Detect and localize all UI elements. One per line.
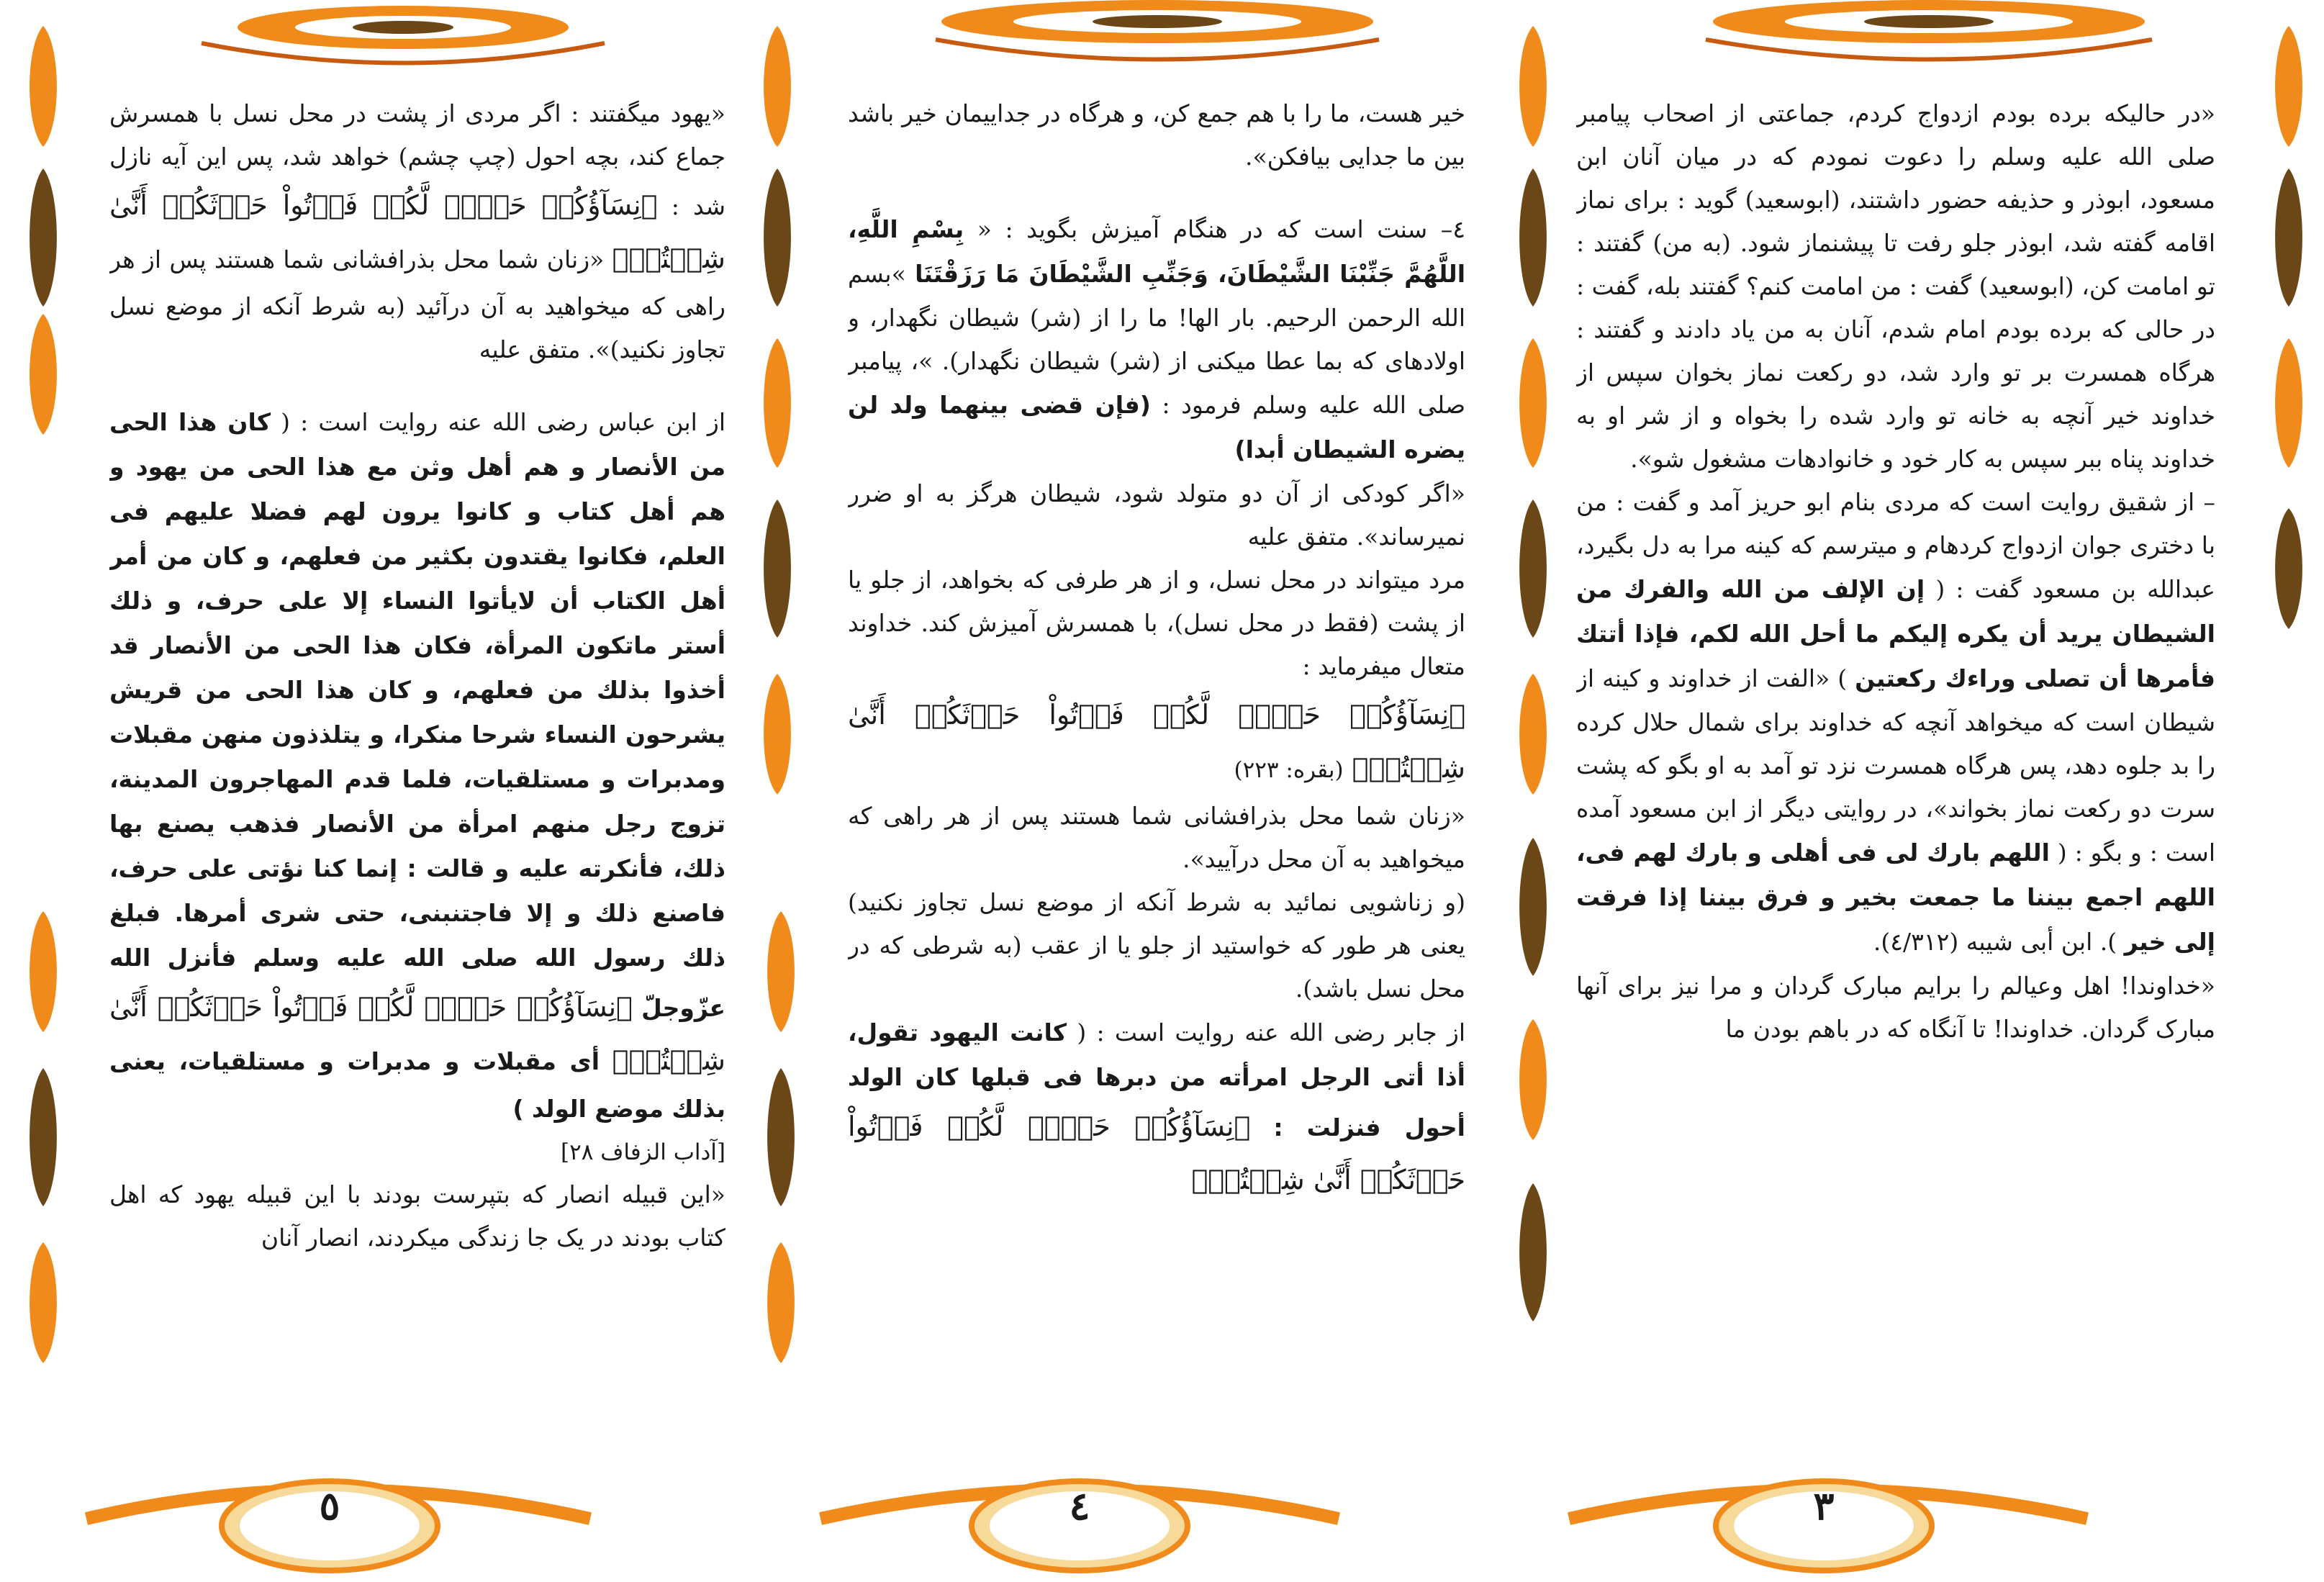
page-three [1576, 92, 2215, 1452]
quran-verse [848, 688, 1465, 795]
verse-text: ﴿نِسَآؤُكُمۡ حَرۡثٞ لَّكُمۡ فَأۡتُواْ حَرۡثَكُمۡ أَنَّىٰ شِئۡتُمۡ﴾ [109, 991, 725, 1076]
paragraph-narration: «در حالیکه برده بودم ازدواج کردم، جماعتی از اصحاب پیامبر صلی الله علیه وسلم را دعوت نمودم که در میان آنان ابن مسعود، ابوذر و حذیفه حضور داشتند، (ابوسعید) گوید : برای نماز اقامه گفته شد، ابوذر جلو رفت تا پیشنماز شود. (به من) گفتند : تو امامت کن، (ابوسعید) گفت : من امامت کنم؟ گفتند بله، گفت : در حالی که برده بودم امام شدم، آنان به من یاد دادند و گفتند : هرگاه همسرت بر تو وارد شد، دو رکعت نماز بخوان سپس از خداوند خیر آنچه به خانه تو وارد شده را بخواه و از شر او به خداوند پناه ببر سپس به کار خود و خانوادهات مشغول شو». [1576, 99, 2215, 473]
paragraph-explanation: (و زناشویی نمائید به شرط آنکه از موضع نسل تجاوز نکنید) یعنی هر طور که خواستید از جلو یا از عقب (به شرطی که در محل نسل باشد). [848, 888, 1465, 1003]
arabic-dua: بِسْمِ اللَّهِ، اللَّهُمَّ جَنِّبْنَا الشَّيْطَانَ، وَجَنِّبِ الشَّيْطَانَ مَا رَزَقْتَنَا [848, 215, 1465, 288]
vertical-ornament-strip-middle-left [764, 26, 791, 795]
paragraph-jabir [848, 1011, 1465, 1206]
paragraph-translation: «این قبیله انصار که بتپرست بودند با این قبیله یهود که اهل کتاب بودند در یک جا زندگی میکردند، انصار آنان [109, 1180, 725, 1252]
arabic-hadith-end: أى مقبلات و مدبرات و مستلقيات، يعنى بذلك موضع الولد ) [109, 1047, 725, 1123]
persian-text: ) «الفت از خداوند و کینه از شیطان است که میخواهد آنچه که خداوند برای شمال حلال کرده را بد جلوه دهد، پس هرگاه همسرت نزد تو آمد به او بگو که پشت سرت دو رکعت نماز بخواند»، در روایتی دیگر از ابن مسعود آمده است : و بگو : ( [1576, 664, 2215, 867]
top-ornament-middle-page [936, 0, 1379, 60]
verse-text: ﴿نِسَآؤُكُمۡ حَرۡثٞ لَّكُمۡ فَأۡتُواْ حَرۡثَكُمۡ أَنَّىٰ شِئۡتُمۡ﴾ [848, 699, 1465, 784]
persian-text: ٤– سنت است که در هنگام آمیزش بگوید : « [977, 215, 1465, 243]
top-ornament-left-page [202, 6, 605, 63]
paragraph-jews-said [109, 92, 725, 371]
persian-text: از جابر رضی الله عنه روایت است : ( [1077, 1018, 1465, 1047]
page-number: ٥ [319, 1483, 340, 1529]
page-number: ٣ [1813, 1483, 1835, 1529]
persian-text: »بسم الله الرحمن الرحیم. بار الها! ما را از (شر) شیطان نگهدار، و اولادهای که بما عطا میکنی از (شر) شیطان نگهدار). »، پیامبر صلی الله علیه وسلم فرمود : [848, 260, 1465, 419]
arabic-hadith: كانت اليهود تقول، أذا أتى الرجل امرأته من دبرها فى قبلها كان الولد أحول فنزلت : [848, 1018, 1465, 1142]
verse-text: ﴿نِسَآؤُكُمۡ حَرۡثٞ لَّكُمۡ فَأۡتُواْ حَرۡثَكُمۡ أَنَّىٰ شِئۡتُمۡ﴾ [848, 1111, 1465, 1195]
reference-text: ). ابن أبى شيبه (٤/٣١٢). [1873, 928, 2117, 956]
paragraph-dua-translation: «خداوندا! اهل وعیالم را برایم مبارک گردان و مرا نیز برای آنها مبارک گردان. خداوندا! تا آنگاه که در باهم بودن ما [1576, 972, 2215, 1043]
vertical-ornament-strip-left-edge [30, 26, 57, 435]
arabic-hadith: إن الإلف من الله والفرك من الشيطان يريد أن يكره إليكم ما أحل الله لكم، فإذا أتتك فأمرها أن تصلى وراءك ركعتين [1576, 575, 2215, 692]
vertical-ornament-strip-right-edge [2275, 26, 2302, 629]
paragraph-continuation: خیر هست، ما را با هم جمع کن، و هرگاه در جداییمان خیر باشد بین ما جدایی بیافکن». [848, 99, 1465, 171]
paragraph-translation: «اگر کودکی از آن دو متولد شود، شیطان هرگز به او ضرر نمیرساند». متفق علیه [848, 479, 1465, 551]
persian-text: «یهود میگفتند : اگر مردی از پشت در محل نسل با همسرش جماع کند، بچه احول (چپ چشم) خواهد شد، پس این آیه نازل شد : [109, 99, 725, 220]
verse-reference: (بقره: ٢٢٣) [1234, 757, 1344, 783]
top-ornament-right-page [1706, 0, 2152, 60]
paragraph-sunnah [848, 207, 1465, 472]
paragraph-ruling: مرد میتواند در محل نسل، و از هر طرفی که بخواهد، از جلو یا از پشت (فقط در محل نسل)، با همسرش آمیزش کند. خداوند متعال میفرماید : [848, 566, 1465, 680]
book-reference: [آداب الزفاف ٢٨] [561, 1139, 725, 1165]
persian-text: – از شقیق روایت است که مردی بنام ابو حریز آمد و گفت : من با دختری جوان ازدواج کردهام و میترسم که کینه مرا به دل بگیرد، عبدالله بن مسعود گفت : ( [1576, 488, 2215, 603]
paragraph-shaqiq-lead [1576, 481, 2215, 964]
page-four [848, 92, 1465, 1452]
paragraph-ibn-abbas [109, 400, 725, 1131]
arabic-hadith: (فإن قضى بينهما ولد لن يضره الشيطان أبدا) [848, 391, 1465, 464]
page-number: ٤ [1069, 1483, 1090, 1529]
paragraph-verse-translation: «زنان شما محل بذرافشانی شما هستند پس از هر راهی که میخواهید به آن محل درآیید». [848, 802, 1465, 873]
vertical-ornament-strip-middle-right [1519, 26, 1547, 1321]
arabic-dua: اللهم بارك لى فى أهلى و بارك لهم فى، اللهم اجمع بيننا ما جمعت بخير و فرق بيننا إذا فرقت إلى خير [1576, 839, 2215, 956]
verse-text: ﴿نِسَآؤُكُمۡ حَرۡثٞ لَّكُمۡ فَأۡتُواْ حَرۡثَكُمۡ أَنَّىٰ شِئۡتُمۡ﴾ [109, 189, 725, 274]
persian-text: از ابن عباس رضی الله عنه روایت است : ( [281, 408, 725, 436]
persian-text: «زنان شما محل بذرافشانی شما هستند پس از هر راهی که میخواهید به آن درآئید (به شرط آنکه از موضع نسل تجاوز نکنید)». متفق علیه [109, 245, 725, 363]
page-five [109, 92, 725, 1452]
arabic-hadith: كان هذا الحى من الأنصار و هم أهل وثن مع هذا الحى من يهود و هم أهل كتاب و كانوا يرون لهم فضلا عليهم فى العلم، فكانوا يقتدون بكثير من فعلهم، و كان من أمر أهل الكتاب أن لايأتوا النساء إلا على حرف، و ذلك أستر ماتكون المرأة، فكان هذا الحى من الأنصار قد أخذوا بذلك من فعلهم، و كان هذا الحى من قريش يشرحون النساء شرحا منكرا، و يتلذذون منهن مقبلات ومدبرات و مستلقيات، فلما قدم المهاجرون المدينة، تزوج رجل منهم امرأة من الأنصار فذهب يصنع بها ذلك، فأنكرته عليه و قالت : إنما كنا نؤتى على حرف، فاصنع ذلك و إلا فاجتنبنى، حتى شرى أمرها. فبلغ ذلك رسول الله صلى الله عليه وسلم فأنزل الله عزّوجلّ [109, 408, 725, 1022]
